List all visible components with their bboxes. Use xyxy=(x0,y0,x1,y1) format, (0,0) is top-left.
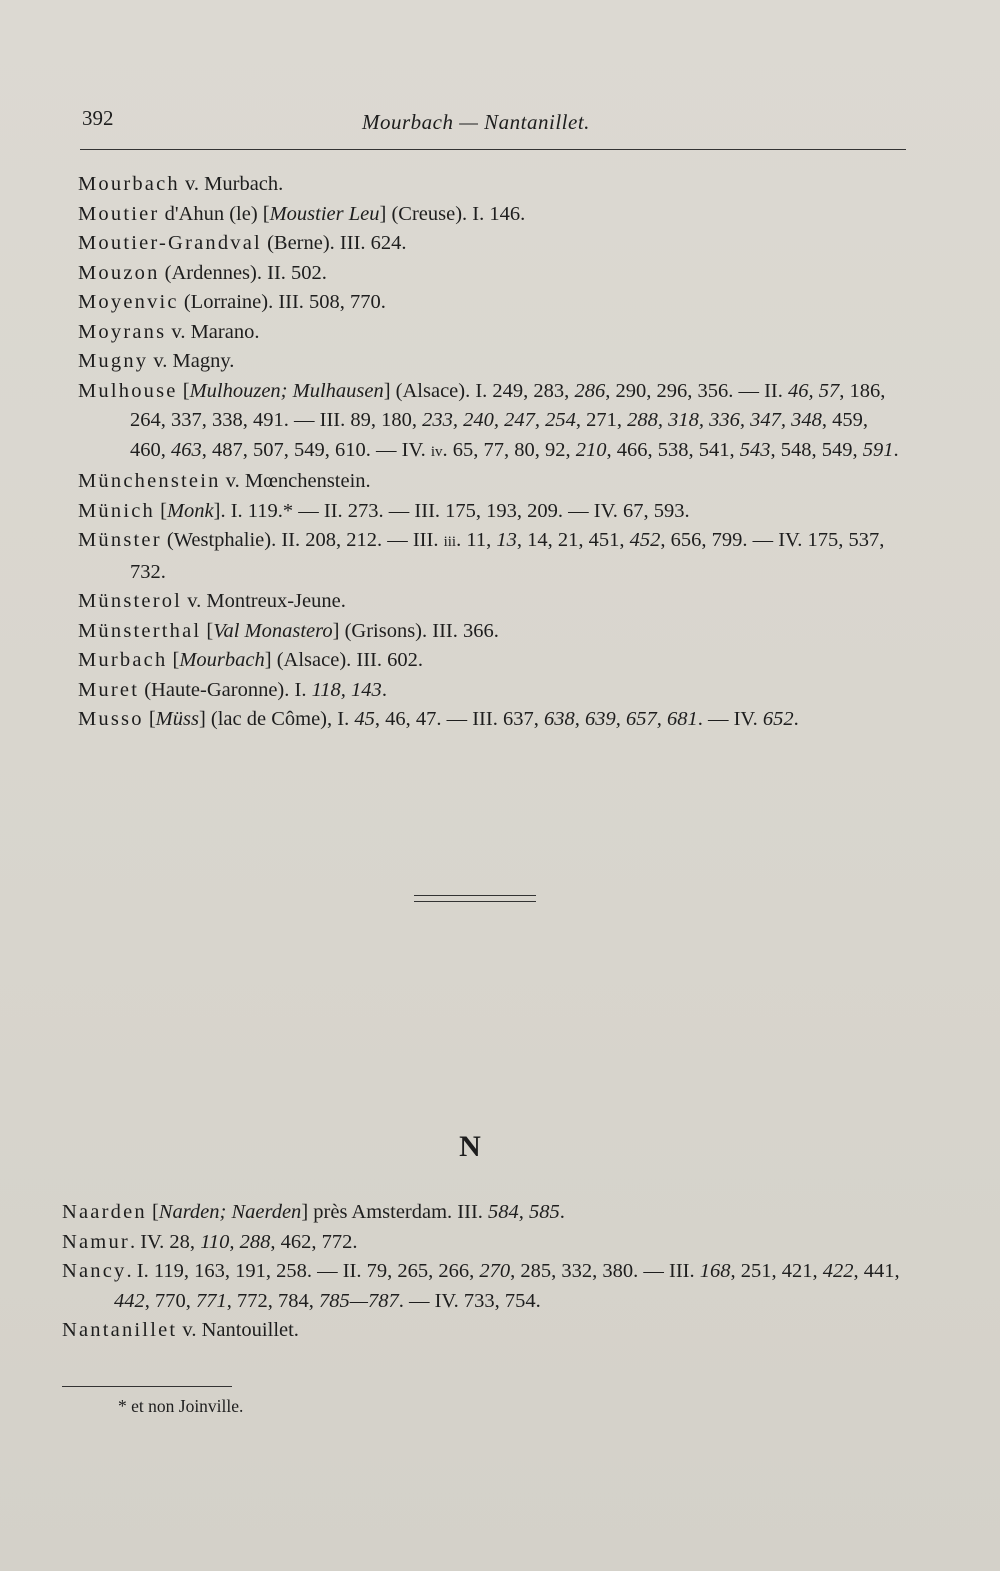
page-header xyxy=(80,106,906,140)
entry-headword: Mouzon xyxy=(78,261,160,284)
entry-text: . xyxy=(559,1201,565,1223)
entry-text: (Ardennes). II. 502. xyxy=(159,261,327,284)
entry-text: . I. 119, 163, 191, 258. — II. 79, 265, 266, xyxy=(126,1260,480,1282)
entry-text: . xyxy=(893,438,899,461)
entry-text: ] près Amsterdam. III. xyxy=(301,1201,489,1223)
index-entry xyxy=(78,318,908,348)
index-entry xyxy=(78,526,908,587)
entry-italic-text: 638, 639, 657, 681 xyxy=(543,708,698,730)
entry-headword: Naarden xyxy=(62,1201,147,1223)
entry-text: , 459, 460, xyxy=(130,409,868,461)
entry-text: , 548, 549, xyxy=(770,438,863,461)
entry-italic-text: 591 xyxy=(862,438,894,461)
index-entries-m xyxy=(78,170,908,735)
entry-text: , 14, 21, 451, xyxy=(516,529,630,551)
entry-text: , 770, xyxy=(144,1289,196,1312)
entry-headword: Moyenvic xyxy=(78,291,179,313)
entry-text: ] (lac de Côme), I. xyxy=(198,708,355,730)
entry-text: (Lorraine). III. 508, 770. xyxy=(178,291,386,313)
entry-italic-text: 233, 240, 247, 254 xyxy=(422,409,576,431)
entry-italic-text: 118, 143 xyxy=(311,678,382,701)
index-entry xyxy=(78,587,908,617)
entry-text: , 772, 784, xyxy=(226,1289,319,1312)
index-entry xyxy=(78,676,908,706)
entry-italic-text: 771 xyxy=(196,1289,227,1312)
entry-text: [ xyxy=(154,499,167,522)
entry-headword: Mourbach xyxy=(78,173,180,195)
entry-text: [ xyxy=(201,619,214,642)
index-entry xyxy=(78,200,908,230)
entry-headword: Münsterthal xyxy=(78,619,202,642)
entry-headword: Mulhouse xyxy=(78,379,178,402)
entry-headword: Nantanillet xyxy=(62,1319,178,1341)
entry-text: ] (Alsace). I. 249, 283, xyxy=(383,379,575,402)
entry-italic-text: 13 xyxy=(496,529,517,551)
entry-italic-text: Müss xyxy=(155,708,199,730)
entry-headword: Muret xyxy=(78,678,140,701)
entry-text: iii xyxy=(443,534,457,550)
entry-headword: Nancy xyxy=(62,1260,127,1282)
index-entry xyxy=(78,347,908,377)
entry-headword: Murbach xyxy=(78,649,168,671)
index-entry xyxy=(78,229,908,259)
entry-headword: Namur xyxy=(62,1230,130,1253)
index-entry xyxy=(62,1198,902,1228)
section-divider xyxy=(414,895,536,902)
entry-italic-text: Val Monastero xyxy=(213,619,333,642)
entry-italic-text: 168 xyxy=(699,1260,731,1282)
entry-headword: Münster xyxy=(78,529,162,551)
entry-text: . xyxy=(793,708,799,730)
header-rule xyxy=(80,149,906,150)
entry-italic-text: 452 xyxy=(629,529,661,551)
entry-italic-text: 652 xyxy=(762,708,794,730)
entry-italic-text: Mourbach xyxy=(179,649,265,671)
entry-text: , 487, 507, 549, 610. — IV. xyxy=(201,438,431,461)
entry-italic-text: 270 xyxy=(479,1260,511,1282)
entry-italic-text: 210 xyxy=(575,438,607,461)
entry-text: (Haute-Garonne). I. xyxy=(139,678,312,701)
index-entry xyxy=(62,1228,902,1258)
entry-headword: Münsterol xyxy=(78,590,183,612)
index-entry xyxy=(78,288,908,318)
entry-text: v. Nantouillet. xyxy=(177,1319,299,1341)
entry-text: . 65, 77, 80, 92, xyxy=(442,438,576,461)
entry-text: (Westphalie). II. 208, 212. — III. xyxy=(161,529,444,551)
entry-text: [ xyxy=(143,708,156,730)
index-entry xyxy=(78,259,908,289)
entry-text: , 290, 296, 356. — II. xyxy=(605,379,788,402)
index-entry xyxy=(78,646,908,676)
entry-text: v. Marano. xyxy=(166,320,260,343)
entry-text: , 285, 332, 380. — III. xyxy=(510,1260,700,1282)
footnote: * et non Joinville. xyxy=(118,1396,244,1416)
entry-text: v. Montreux-Jeune. xyxy=(182,590,346,612)
entry-text: (Berne). III. 624. xyxy=(261,232,407,254)
entry-italic-text: 785—787 xyxy=(319,1289,399,1312)
entry-headword: Münchenstein xyxy=(78,470,221,492)
entry-italic-text: 45 xyxy=(354,708,375,730)
index-entry xyxy=(78,170,908,200)
entry-text: iv xyxy=(430,443,443,460)
entry-text: . IV. 28, xyxy=(129,1230,201,1253)
entry-text: . — IV. xyxy=(697,708,763,730)
entry-italic-text: Moustier Leu xyxy=(269,202,380,225)
page-number: 392 xyxy=(82,106,114,130)
entry-text: [ xyxy=(167,649,180,671)
entry-text: v. Murbach. xyxy=(179,173,284,195)
entry-italic-text: 584, 585 xyxy=(488,1201,560,1223)
index-entry xyxy=(78,705,908,735)
index-entries-n xyxy=(62,1198,902,1346)
entry-text: v. Magny. xyxy=(148,350,235,372)
entry-headword: Musso xyxy=(78,708,144,730)
entry-text: v. Mœnchenstein. xyxy=(220,470,371,492)
index-entry xyxy=(62,1257,902,1316)
entry-text: d'Ahun (le) [ xyxy=(159,202,270,225)
entry-text: , 251, 421, xyxy=(730,1260,823,1282)
entry-italic-text: 46, 57 xyxy=(787,379,840,402)
entry-text: , 186, 264, 337, 338, 491. — III. 89, 180, xyxy=(130,379,886,431)
entry-italic-text: 543 xyxy=(739,438,771,461)
entry-text: . — IV. 733, 754. xyxy=(398,1289,541,1312)
entry-text: , 656, 799. — IV. 175, 537, 732. xyxy=(130,529,885,583)
entry-italic-text: 422 xyxy=(822,1260,854,1282)
index-entry xyxy=(78,467,908,497)
entry-italic-text: Narden; Naerden xyxy=(158,1201,302,1223)
entry-italic-text: 442 xyxy=(114,1289,145,1312)
entry-text: . xyxy=(381,678,387,701)
entry-text: , 441, xyxy=(853,1260,900,1282)
entry-text: , 462, 772. xyxy=(270,1230,358,1253)
entry-italic-text: 286 xyxy=(574,379,606,402)
entry-headword: Moutier xyxy=(78,202,160,225)
entry-headword: Mugny xyxy=(78,350,149,372)
entry-italic-text: Monk xyxy=(166,499,214,522)
entry-italic-text: 288, 318, 336, 347, 348 xyxy=(627,409,822,431)
entry-text: ]. I. 119.* — II. 273. — III. 175, 193, 209. — IV. 67, 593. xyxy=(213,499,690,522)
index-entry xyxy=(62,1316,902,1346)
entry-text: , 466, 538, 541, xyxy=(606,438,740,461)
entry-italic-text: Mulhouzen; Mulhausen xyxy=(189,379,384,402)
entry-text: . 11, xyxy=(456,529,497,551)
entry-headword: Münich xyxy=(78,499,155,522)
entry-text: ] (Creuse). I. 146. xyxy=(379,202,526,225)
entry-headword: Moyrans xyxy=(78,320,167,343)
entry-text: [ xyxy=(146,1201,159,1223)
footnote-rule xyxy=(62,1386,232,1387)
entry-text: , 271, xyxy=(575,409,628,431)
entry-text: , 46, 47. — III. 637, xyxy=(374,708,544,730)
entry-text: ] (Alsace). III. 602. xyxy=(264,649,423,671)
index-entry xyxy=(78,617,908,647)
index-entry xyxy=(78,377,908,468)
entry-headword: Moutier-Grandval xyxy=(78,232,262,254)
entry-italic-text: 110, 288 xyxy=(200,1230,271,1253)
entry-italic-text: 463 xyxy=(171,438,202,461)
section-letter: N xyxy=(459,1130,481,1163)
entry-text: ] (Grisons). III. 366. xyxy=(332,619,499,642)
entry-text: [ xyxy=(177,379,190,402)
running-title: Mourbach — Nantanillet. xyxy=(362,110,590,134)
index-entry xyxy=(78,497,908,527)
